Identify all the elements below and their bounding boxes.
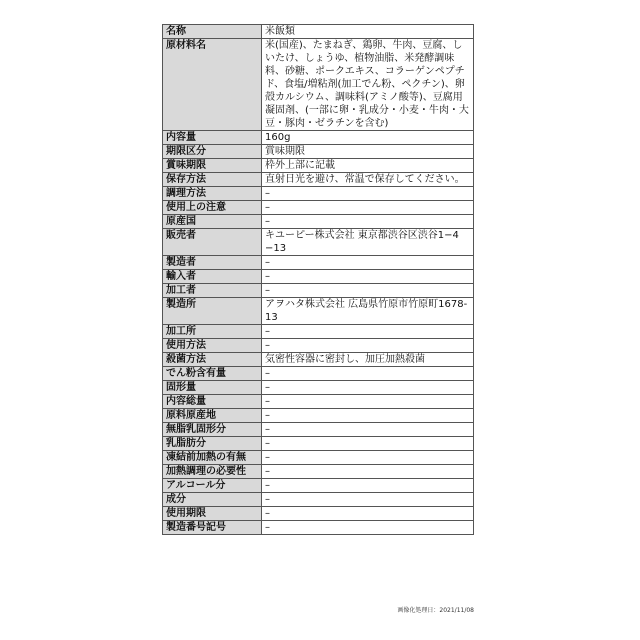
table-row [163, 187, 474, 201]
row-label: 輸入者 [163, 270, 262, 284]
table-row [163, 479, 474, 493]
table-row [163, 215, 474, 229]
row-value: – [262, 451, 474, 465]
row-value: – [262, 187, 474, 201]
row-value: – [262, 381, 474, 395]
row-value: – [262, 201, 474, 215]
row-value: – [262, 493, 474, 507]
row-value: – [262, 325, 474, 339]
row-value: – [262, 465, 474, 479]
table-row [163, 201, 474, 215]
row-label: 製造所 [163, 298, 262, 325]
row-value: – [262, 270, 474, 284]
row-label: 原材料名 [163, 39, 262, 131]
table-row [163, 507, 474, 521]
row-label: 販売者 [163, 229, 262, 256]
row-value: キユーピー株式会社 東京都渋谷区渋谷1−4−13 [262, 229, 474, 256]
row-value: – [262, 437, 474, 451]
row-label: 凍結前加熱の有無 [163, 451, 262, 465]
row-label: 使用方法 [163, 339, 262, 353]
table-row [163, 256, 474, 270]
row-value: 米(国産)、たまねぎ、鶏卵、牛肉、豆腐、しいたけ、しょうゆ、植物油脂、米発酵調味料、砂糖、ポークエキス、コラーゲンペプチド、食塩/増粘剤(加工でん粉、ペクチン)、卵殻カルシウム、調味料(アミノ酸等)、豆腐用凝固剤、(一部に卵・乳成分・小麦・牛肉・大豆・豚肉・ゼラチンを含む) [262, 39, 474, 131]
table-row [163, 451, 474, 465]
row-value: – [262, 409, 474, 423]
table-row [163, 339, 474, 353]
table-row [163, 493, 474, 507]
table-row [163, 437, 474, 451]
row-label: 期限区分 [163, 145, 262, 159]
product-info-rows [163, 25, 474, 535]
row-value: 気密性容器に密封し、加圧加熱殺菌 [262, 353, 474, 367]
row-value: 賞味期限 [262, 145, 474, 159]
table-row [163, 395, 474, 409]
row-value: 枠外上部に記載 [262, 159, 474, 173]
row-label: 使用期限 [163, 507, 262, 521]
row-label: 賞味期限 [163, 159, 262, 173]
row-label: 調理方法 [163, 187, 262, 201]
row-label: 原産国 [163, 215, 262, 229]
table-row [163, 25, 474, 39]
row-value: 米飯類 [262, 25, 474, 39]
row-value: – [262, 395, 474, 409]
row-value: – [262, 479, 474, 493]
row-value: – [262, 256, 474, 270]
row-value: – [262, 284, 474, 298]
table-row [163, 353, 474, 367]
table-row [163, 367, 474, 381]
product-info-table [162, 24, 474, 535]
row-label: 無脂乳固形分 [163, 423, 262, 437]
table-row [163, 409, 474, 423]
row-label: 加工者 [163, 284, 262, 298]
row-label: 乳脂肪分 [163, 437, 262, 451]
row-value: – [262, 215, 474, 229]
row-label: 保存方法 [163, 173, 262, 187]
table-row [163, 173, 474, 187]
row-label: 使用上の注意 [163, 201, 262, 215]
row-value: 160g [262, 131, 474, 145]
table-row [163, 39, 474, 131]
row-label: 名称 [163, 25, 262, 39]
row-label: でん粉含有量 [163, 367, 262, 381]
table-row [163, 284, 474, 298]
row-label: 内容量 [163, 131, 262, 145]
table-row [163, 465, 474, 479]
row-label: 原料原産地 [163, 409, 262, 423]
row-label: 製造番号記号 [163, 521, 262, 535]
row-value: – [262, 423, 474, 437]
row-label: 殺菌方法 [163, 353, 262, 367]
table-row [163, 145, 474, 159]
row-label: 内容総量 [163, 395, 262, 409]
row-label: 製造者 [163, 256, 262, 270]
row-value: アヲハタ株式会社 広島県竹原市竹原町1678-13 [262, 298, 474, 325]
table-row [163, 131, 474, 145]
table-row [163, 521, 474, 535]
row-label: 成分 [163, 493, 262, 507]
image-processed-date-note: 画像化処理日：2021/11/08 [397, 607, 474, 614]
row-value: – [262, 521, 474, 535]
row-value: – [262, 507, 474, 521]
row-label: 加工所 [163, 325, 262, 339]
table-row [163, 270, 474, 284]
table-row [163, 229, 474, 256]
table-row [163, 159, 474, 173]
table-row [163, 298, 474, 325]
row-value: 直射日光を避け、常温で保存してください。 [262, 173, 474, 187]
table-row [163, 423, 474, 437]
row-value: – [262, 339, 474, 353]
row-label: アルコール分 [163, 479, 262, 493]
row-label: 固形量 [163, 381, 262, 395]
table-row [163, 325, 474, 339]
table-row [163, 381, 474, 395]
row-value: – [262, 367, 474, 381]
row-label: 加熱調理の必要性 [163, 465, 262, 479]
